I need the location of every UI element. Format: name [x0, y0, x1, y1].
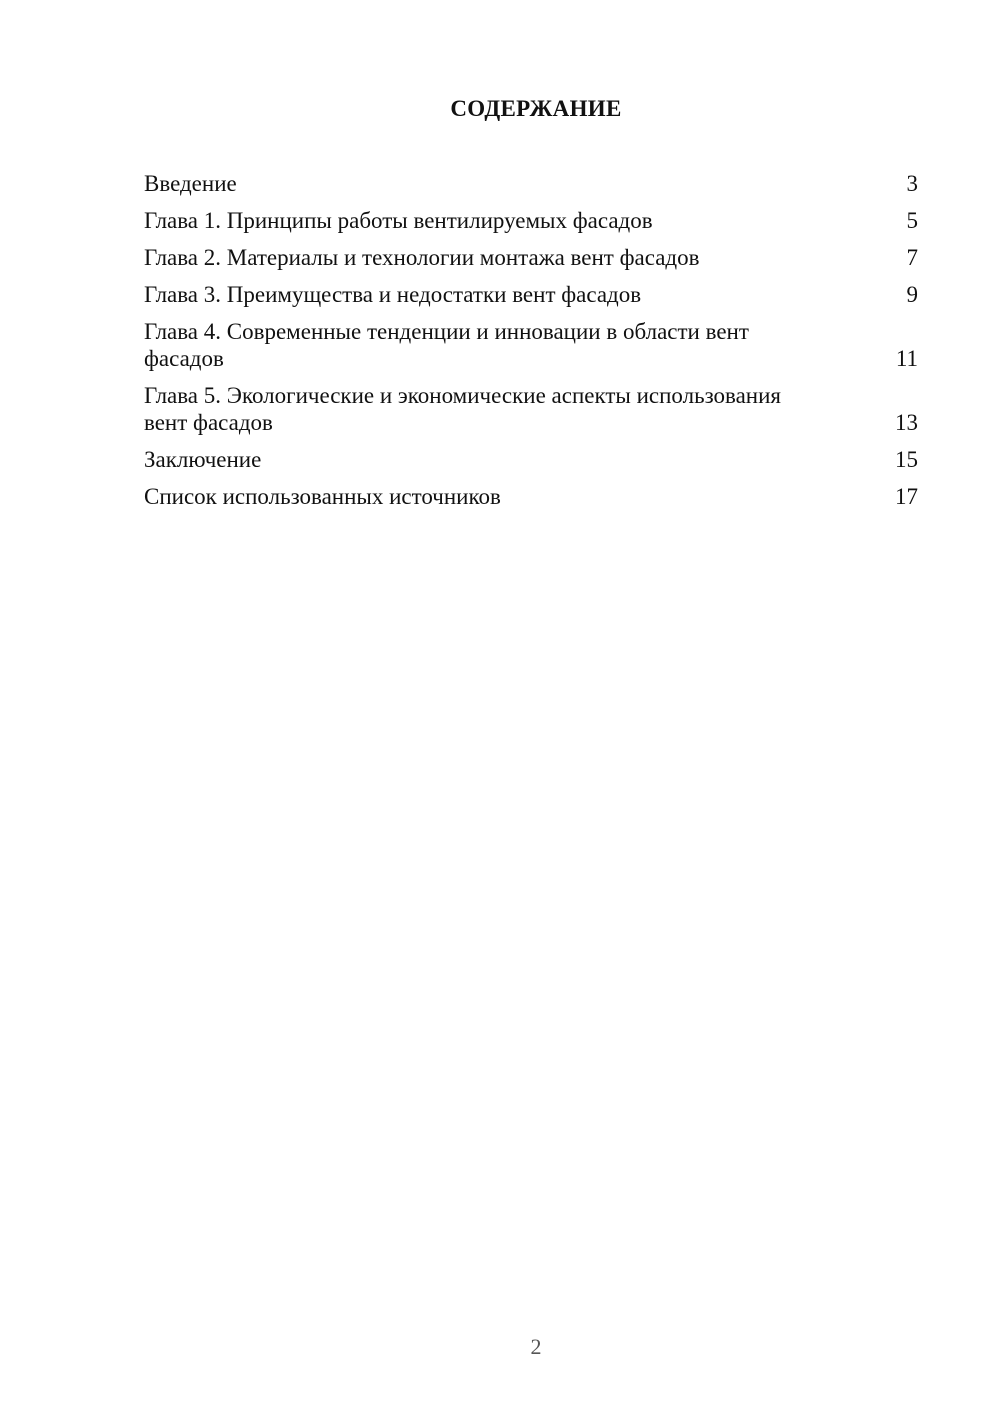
toc-entry-text: Глава 5. Экологические и экономические аспекты использования вент фасадов: [144, 383, 782, 435]
toc-entry-chapter-5: [144, 382, 918, 436]
toc-entry-text: Глава 2. Материалы и технологии монтажа вент фасадов: [144, 245, 700, 270]
table-of-contents: [144, 170, 918, 520]
toc-entry-text: Введение: [144, 171, 237, 196]
toc-entry-page: 9: [906, 282, 918, 307]
toc-entry-references: [144, 483, 918, 510]
toc-entry-chapter-4: [144, 318, 918, 372]
toc-entry-chapter-3: [144, 281, 918, 308]
toc-entry-page: 5: [906, 208, 918, 233]
toc-entry-conclusion: [144, 446, 918, 473]
toc-entry-intro: [144, 170, 918, 197]
toc-entry-page: 17: [895, 484, 918, 509]
toc-entry-text: Заключение: [144, 447, 262, 472]
toc-entry-page: 15: [895, 447, 918, 472]
toc-entry-text: Глава 3. Преимущества и недостатки вент фасадов: [144, 282, 642, 307]
toc-entry-chapter-1: [144, 207, 918, 234]
toc-entry-page: 3: [906, 171, 918, 196]
toc-entry-text: Глава 4. Современные тенденции и инновации в области вент фасадов: [144, 319, 749, 371]
toc-entry-page: 7: [906, 245, 918, 270]
toc-entry-page: 13: [895, 410, 918, 435]
toc-title: СОДЕРЖАНИЕ: [450, 96, 622, 121]
toc-entry-text: Глава 1. Принципы работы вентилируемых фасадов: [144, 208, 653, 233]
toc-entry-chapter-2: [144, 244, 918, 271]
toc-entry-text: Список использованных источников: [144, 484, 501, 509]
toc-entry-page: 11: [895, 346, 918, 371]
page-number: 2: [530, 1334, 542, 1359]
